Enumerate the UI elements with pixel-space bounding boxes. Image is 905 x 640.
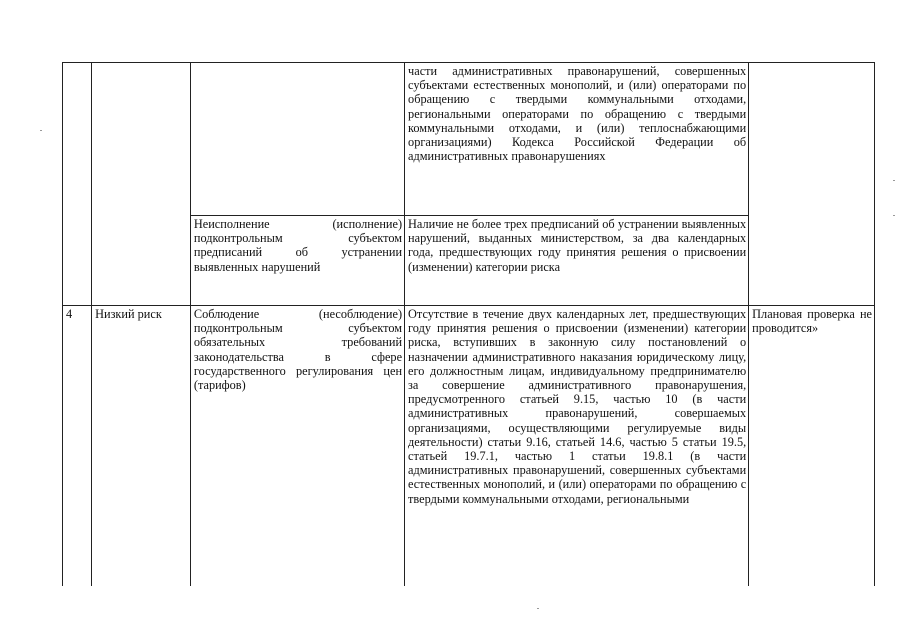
risk-category-cell xyxy=(92,63,191,306)
risk-criteria-table xyxy=(62,62,875,586)
scan-speck xyxy=(537,608,539,609)
row-number-cell: 4 xyxy=(63,306,92,587)
table-row xyxy=(63,63,875,216)
scan-speck xyxy=(893,215,895,216)
scan-speck xyxy=(893,180,895,181)
criterion-cell: Неисполнение (исполнение) подконтрольным субъектом предписаний об устранении выявленных нарушений xyxy=(190,216,404,306)
row-number-cell xyxy=(63,63,92,306)
risk-category-cell: Низкий риск xyxy=(92,306,191,587)
indicator-cell: Наличие не более трех предписаний об устранении выявленных нарушений, выданных министерством, за два календарных года, предшествующих году принятия решения о присвоении (изменении) категории риска xyxy=(405,216,749,306)
scan-speck xyxy=(40,130,42,131)
indicator-cell: части административных правонарушений, совершенных субъектами естественных монополий, и (или) операторами по обращению с твердыми коммунальными отходами, региональными операторами по обращению с твердыми коммунальными отходами, и (или) теплоснабжающими организациями) Кодекса Российской Федерации об административных правонарушениях xyxy=(405,63,749,216)
indicator-cell: Отсутствие в течение двух календарных лет, предшествующих году принятия решения о присвоении (изменении) категории риска, вступивших в законную силу постановлений о назначении административного наказания юридическому лицу, его должностным лицам, индивидуальному предпринимателю за совершение административного правонарушения, предусмотренного статьей 9.15, частью 10 (в части административных правонарушений, совершаемых организациями, осуществляющими регулируемые виды деятельности) статьи 9.16, статьей 14.6, частью 5 статьи 19.5, статьей 19.7.1, частью 1 статьи 19.8.1 (в части административных правонарушений, совершенных субъектами естественных монополий, и (или) операторами по обращению с твердыми коммунальными отходами, региональными xyxy=(405,306,749,587)
criterion-cell: Соблюдение (несоблюдение) подконтрольным субъектом обязательных требований законодательства в сфере государственного регулирования цен (тарифов) xyxy=(190,306,404,587)
criterion-cell xyxy=(190,63,404,216)
table-row xyxy=(63,306,875,587)
note-cell xyxy=(749,63,875,306)
note-cell: Плановая проверка не проводится» xyxy=(749,306,875,587)
